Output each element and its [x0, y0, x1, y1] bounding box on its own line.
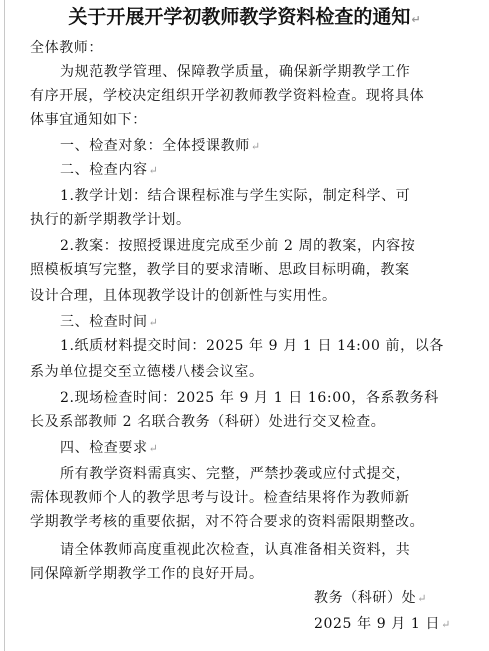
section2-item2-line-3: 设计合理，且体现教学设计的创新性与实用性。 [30, 288, 337, 304]
section4-body-line-1: 所有教学资料需真实、完整，严禁抄袭或应付式提交， [60, 466, 411, 482]
intro-line-3: 体事宜通知如下： [30, 112, 147, 128]
closing-line-2: 同保障新学期教学工作的良好开局。 [30, 566, 264, 582]
page-margin-rule [4, 0, 5, 651]
section1-heading: 一、检查对象：全体授课教师↵ [60, 138, 261, 154]
section2-heading: 二、检查内容↵ [60, 162, 159, 178]
paragraph-mark-icon: ↵ [417, 592, 428, 605]
section3-item1-line-1: 1.纸质材料提交时间：2025 年 9 月 1 日 14:00 前，以各 [60, 338, 444, 354]
document-title: 关于开展开学初教师教学资料检查的通知↵ [68, 6, 421, 28]
intro-line-2: 有序开展，学校决定组织开学初教师教学资料检查。现将具体 [30, 88, 425, 104]
greeting: 全体教师： [30, 40, 103, 56]
section2-item1-line-2: 执行的新学期教学计划。 [30, 212, 191, 228]
paragraph-mark-icon: ↵ [411, 13, 421, 26]
signature-issuer: 教务（科研）处↵ [314, 590, 428, 606]
section3-heading: 三、检查时间↵ [60, 314, 159, 330]
section3-item1-line-2: 系为单位提交至立德楼八楼会议室。 [30, 364, 264, 380]
section3-item2-line-1: 2.现场检查时间：2025 年 9 月 1 日 16:00，各系教务科 [60, 390, 439, 406]
section4-body-line-3: 学期教学考核的重要依据，对不符合要求的资料需限期整改。 [30, 514, 425, 530]
paragraph-mark-icon: ↵ [441, 618, 451, 631]
section4-body-line-2: 需体现教师个人的教学思考与设计。检查结果将作为教师新 [30, 490, 410, 506]
paragraph-mark-icon: ↵ [148, 164, 159, 177]
paragraph-mark-icon: ↵ [250, 140, 261, 153]
section2-item2-line-1: 2.教案：按照授课进度完成至少前 2 周的教案，内容按 [60, 238, 416, 254]
paragraph-mark-icon: ↵ [148, 442, 159, 455]
intro-line-1: 为规范教学管理、保障教学质量，确保新学期教学工作 [60, 64, 411, 80]
signature-date: 2025 年 9 月 1 日↵ [314, 616, 451, 632]
section2-item1-line-1: 1.教学计划：结合课程标准与学生实际，制定科学、可 [60, 188, 411, 204]
paragraph-mark-icon: ↵ [148, 316, 159, 329]
section2-item2-line-2: 照模板填写完整，教学目的要求清晰、思政目标明确，教案 [30, 262, 410, 278]
section3-item2-line-2: 长及系部教师 2 名联合教务（科研）处进行交叉检查。 [30, 414, 386, 430]
closing-line-1: 请全体教师高度重视此次检查，认真准备相关资料，共 [60, 542, 411, 558]
section4-heading: 四、检查要求↵ [60, 440, 159, 456]
